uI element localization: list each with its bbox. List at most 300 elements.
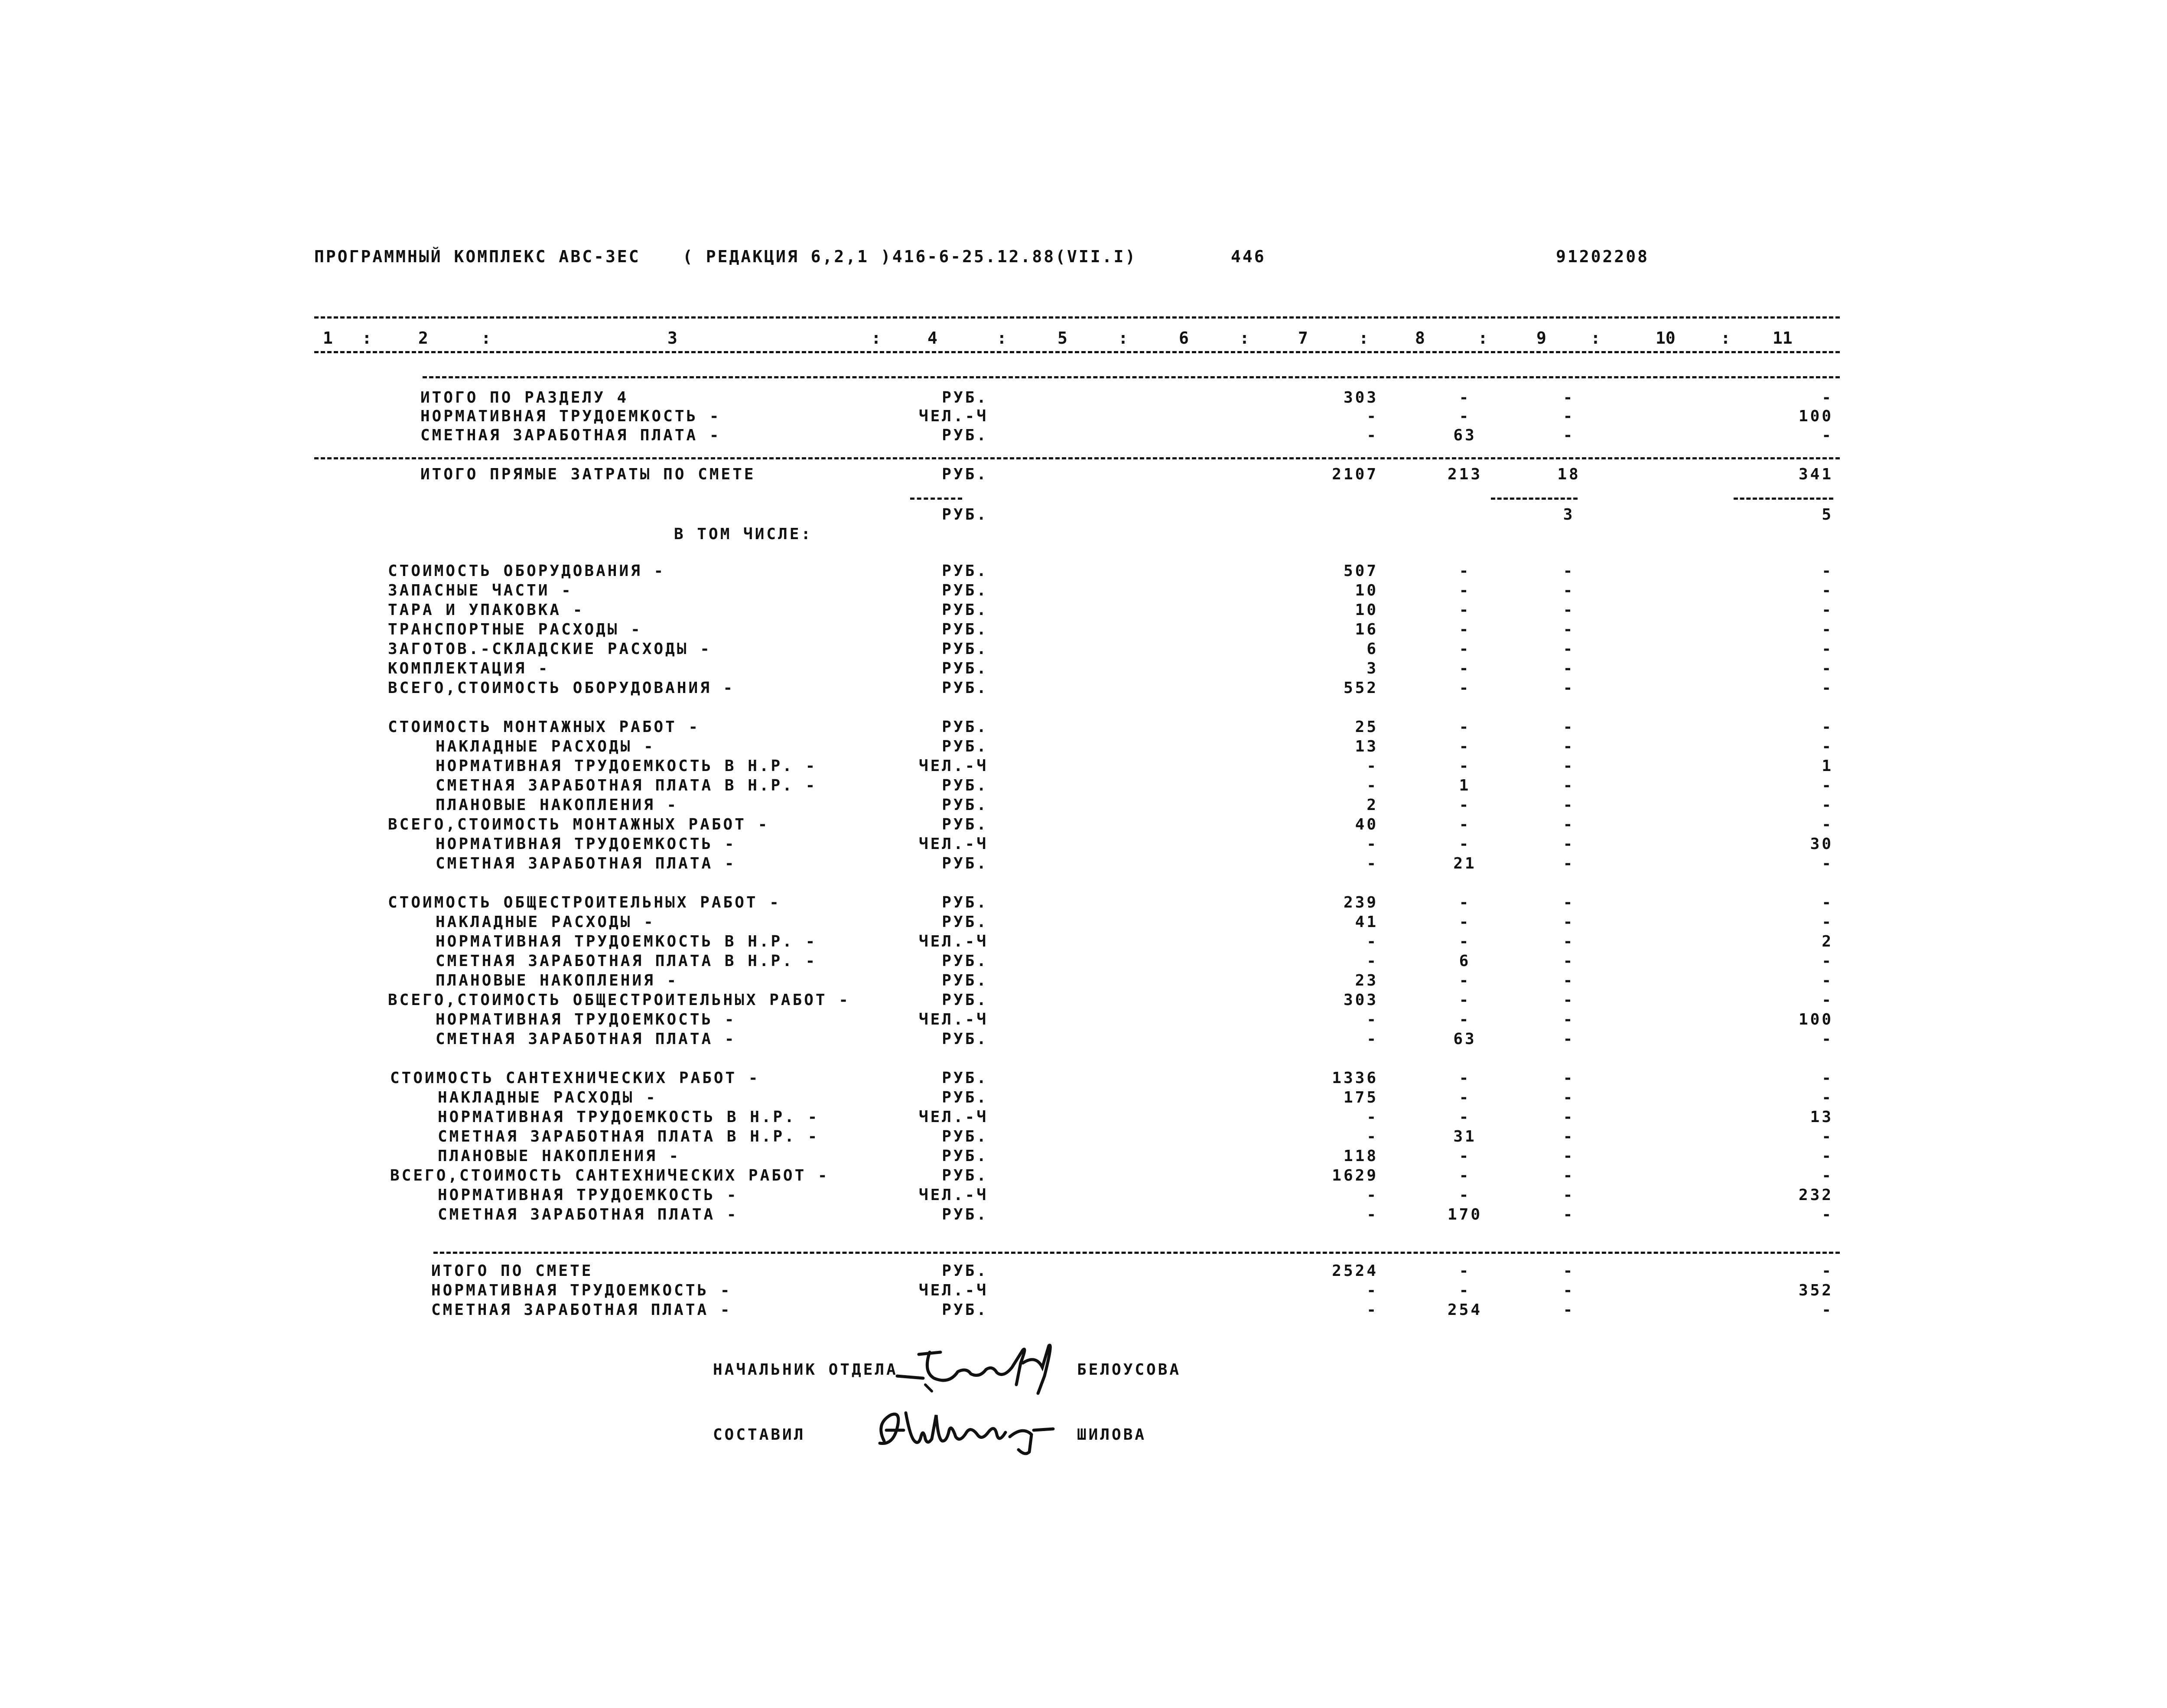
row-col7-value: 303 — [1343, 389, 1378, 407]
row-label: ЗАГОТОВ.-СКЛАДСКИЕ РАСХОДЫ - — [388, 640, 712, 658]
row-col7-value: - — [1367, 777, 1378, 794]
row-col8-value: - — [1459, 1147, 1471, 1165]
row-col9-value: - — [1563, 777, 1575, 794]
row-col8-value: - — [1459, 582, 1471, 599]
row-label: СТОИМОСТЬ ОБЩЕСТРОИТЕЛЬНЫХ РАБОТ - — [388, 894, 781, 911]
row-label: ЗАПАСНЫЕ ЧАСТИ - — [388, 582, 573, 599]
row-unit: РУБ. — [942, 855, 988, 872]
row-col9-value: - — [1563, 660, 1575, 677]
row-col7-value: - — [1367, 407, 1378, 425]
row-col11-value: 13 — [1810, 1108, 1833, 1126]
row-unit: РУБ. — [942, 796, 988, 814]
subtotal-rule-col11 — [1734, 498, 1833, 500]
row-col9-value: - — [1563, 679, 1575, 697]
row-col11-value: 30 — [1810, 835, 1833, 853]
row-label: СМЕТНАЯ ЗАРАБОТНАЯ ПЛАТА - — [420, 426, 721, 444]
row-label: ИТОГО ПО СМЕТЕ — [431, 1262, 593, 1280]
row-unit: РУБ. — [942, 1301, 988, 1319]
row-col11-value: - — [1822, 1262, 1833, 1280]
table-row — [0, 1261, 2167, 1281]
row-col8-value: - — [1459, 1011, 1471, 1028]
row-col7-value: 552 — [1343, 679, 1378, 697]
column-separator: : — [1118, 329, 1128, 348]
row-col11-value: - — [1822, 796, 1833, 814]
row-col11-value: - — [1822, 679, 1833, 697]
table-row — [0, 465, 2167, 485]
compiler-name: ШИЛОВА — [1077, 1426, 1147, 1444]
column-separator: : — [1721, 329, 1731, 348]
row-unit: РУБ. — [942, 1147, 988, 1165]
row-unit: РУБ. — [942, 777, 988, 794]
row-unit: РУБ. — [942, 426, 988, 444]
row-col9-value: - — [1563, 1147, 1575, 1165]
row-unit: РУБ. — [942, 816, 988, 833]
row-unit: РУБ. — [942, 389, 988, 407]
row-label: КОМПЛЕКТАЦИЯ - — [388, 660, 550, 677]
row-unit: РУБ. — [942, 640, 988, 658]
row-unit: РУБ. — [942, 679, 988, 697]
row-col7-value: - — [1367, 1206, 1378, 1223]
column-number: 3 — [667, 329, 677, 348]
row-col9-value: 3 — [1563, 506, 1575, 524]
row-col7-value: 303 — [1343, 991, 1378, 1009]
row-col9-value: - — [1563, 601, 1575, 619]
row-label: СМЕТНАЯ ЗАРАБОТНАЯ ПЛАТА В Н.Р. - — [438, 1128, 820, 1145]
row-col7-value: - — [1367, 1108, 1378, 1126]
row-label: ВСЕГО,СТОИМОСТЬ МОНТАЖНЫХ РАБОТ - — [388, 816, 770, 833]
row-col9-value: - — [1563, 389, 1575, 407]
table-row — [0, 678, 2167, 698]
row-col9-value: - — [1563, 426, 1575, 444]
row-col8-value: - — [1459, 660, 1471, 677]
row-col11-value: 100 — [1798, 1011, 1833, 1028]
row-label: НОРМАТИВНАЯ ТРУДОЕМКОСТЬ В Н.Р. - — [436, 757, 817, 775]
table-row — [0, 1127, 2167, 1147]
column-number: 4 — [927, 329, 937, 348]
row-unit: РУБ. — [942, 972, 988, 989]
row-col9-value: - — [1563, 894, 1575, 911]
section-rule-1 — [423, 376, 1840, 378]
row-col7-value: - — [1367, 1128, 1378, 1145]
row-col7-value: 2 — [1367, 796, 1378, 814]
row-label: НОРМАТИВНАЯ ТРУДОЕМКОСТЬ - — [431, 1282, 732, 1299]
row-label: СТОИМОСТЬ САНТЕХНИЧЕСКИХ РАБОТ - — [390, 1069, 760, 1087]
row-label: НОРМАТИВНАЯ ТРУДОЕМКОСТЬ - — [420, 407, 721, 425]
table-row — [0, 620, 2167, 640]
row-col7-value: 23 — [1355, 972, 1378, 989]
row-col11-value: - — [1822, 952, 1833, 970]
header-rule-bottom — [314, 351, 1840, 353]
row-col9-value: - — [1563, 621, 1575, 638]
table-row — [0, 1300, 2167, 1320]
row-unit: ЧЕЛ.-Ч — [918, 835, 988, 853]
row-col11-value: - — [1822, 1089, 1833, 1106]
row-col9-value: - — [1563, 738, 1575, 755]
row-col11-value: - — [1822, 1147, 1833, 1165]
table-row — [0, 581, 2167, 601]
row-col7-value: 1336 — [1332, 1069, 1378, 1087]
row-label: ИТОГО ПО РАЗДЕЛУ 4 — [420, 389, 629, 407]
row-label: В ТОМ ЧИСЛЕ: — [674, 525, 813, 543]
row-col7-value: 239 — [1343, 894, 1378, 911]
column-separator: : — [1591, 329, 1601, 348]
row-label: НАКЛАДНЫЕ РАСХОДЫ - — [436, 913, 655, 931]
row-label: НАКЛАДНЫЕ РАСХОДЫ - — [438, 1089, 657, 1106]
row-col9-value: - — [1563, 1206, 1575, 1223]
table-row — [0, 505, 2167, 525]
row-unit: РУБ. — [942, 1030, 988, 1048]
row-label: ПЛАНОВЫЕ НАКОПЛЕНИЯ - — [436, 972, 679, 989]
table-row — [0, 737, 2167, 757]
row-col11-value: 5 — [1822, 506, 1833, 524]
row-unit: РУБ. — [942, 1206, 988, 1223]
row-col8-value: - — [1459, 718, 1471, 736]
row-col11-value: - — [1822, 1128, 1833, 1145]
row-unit: РУБ. — [942, 562, 988, 580]
row-col9-value: - — [1563, 1262, 1575, 1280]
table-row — [0, 815, 2167, 835]
row-col7-value: 40 — [1355, 816, 1378, 833]
table-row — [0, 1107, 2167, 1127]
row-col9-value: - — [1563, 972, 1575, 989]
row-label: СМЕТНАЯ ЗАРАБОТНАЯ ПЛАТА В Н.Р. - — [436, 777, 817, 794]
row-unit: РУБ. — [942, 1069, 988, 1087]
table-row — [0, 893, 2167, 913]
column-number: 2 — [418, 329, 428, 348]
row-col9-value: - — [1563, 1011, 1575, 1028]
row-col11-value: - — [1822, 777, 1833, 794]
row-col11-value: 341 — [1798, 465, 1833, 483]
row-label: СТОИМОСТЬ ОБОРУДОВАНИЯ - — [388, 562, 666, 580]
row-label: ТАРА И УПАКОВКА - — [388, 601, 585, 619]
row-label: НОРМАТИВНАЯ ТРУДОЕМКОСТЬ В Н.Р. - — [438, 1108, 820, 1126]
row-label: ПЛАНОВЫЕ НАКОПЛЕНИЯ - — [438, 1147, 681, 1165]
row-col8-value: - — [1459, 1186, 1471, 1204]
column-separator: : — [1478, 329, 1488, 348]
document-code: 91202208 — [1556, 247, 1650, 266]
row-unit: РУБ. — [942, 1262, 988, 1280]
row-col8-value: - — [1459, 640, 1471, 658]
row-unit: ЧЕЛ.-Ч — [918, 757, 988, 775]
row-col8-value: - — [1459, 601, 1471, 619]
row-unit: ЧЕЛ.-Ч — [918, 1011, 988, 1028]
row-col7-value: 2524 — [1332, 1262, 1378, 1280]
row-col11-value: - — [1822, 718, 1833, 736]
column-separator: : — [1359, 329, 1369, 348]
row-label: ВСЕГО,СТОИМОСТЬ САНТЕХНИЧЕСКИХ РАБОТ - — [390, 1167, 830, 1184]
row-col9-value: - — [1563, 952, 1575, 970]
table-row — [0, 426, 2167, 446]
row-col7-value: - — [1367, 757, 1378, 775]
row-col8-value: 213 — [1447, 465, 1483, 483]
row-col11-value: - — [1822, 1301, 1833, 1319]
row-col8-value: - — [1459, 1262, 1471, 1280]
row-unit: РУБ. — [942, 582, 988, 599]
row-unit: РУБ. — [942, 913, 988, 931]
table-row — [0, 1185, 2167, 1205]
row-col9-value: - — [1563, 1167, 1575, 1184]
row-col7-value: - — [1367, 933, 1378, 950]
row-col11-value: - — [1822, 640, 1833, 658]
table-row — [0, 834, 2167, 854]
row-label: СМЕТНАЯ ЗАРАБОТНАЯ ПЛАТА В Н.Р. - — [436, 952, 817, 970]
row-col7-value: 13 — [1355, 738, 1378, 755]
row-col7-value: - — [1367, 426, 1378, 444]
table-row — [0, 659, 2167, 679]
row-col8-value: - — [1459, 894, 1471, 911]
row-col8-value: 63 — [1453, 426, 1477, 444]
row-col11-value: 100 — [1798, 407, 1833, 425]
row-col8-value: 170 — [1447, 1206, 1483, 1223]
row-col8-value: - — [1459, 913, 1471, 931]
row-col9-value: 18 — [1557, 465, 1581, 483]
row-unit: РУБ. — [942, 718, 988, 736]
table-row — [0, 756, 2167, 776]
table-row — [0, 600, 2167, 620]
row-col9-value: - — [1563, 407, 1575, 425]
row-col11-value: - — [1822, 389, 1833, 407]
row-col8-value: 1 — [1459, 777, 1471, 794]
column-number: 5 — [1057, 329, 1067, 348]
table-row — [0, 795, 2167, 815]
row-col8-value: - — [1459, 835, 1471, 853]
row-col9-value: - — [1563, 1089, 1575, 1106]
row-unit: РУБ. — [942, 621, 988, 638]
row-col9-value: - — [1563, 718, 1575, 736]
row-col11-value: - — [1822, 913, 1833, 931]
row-col11-value: 352 — [1798, 1282, 1833, 1299]
row-col7-value: - — [1367, 855, 1378, 872]
row-col8-value: - — [1459, 933, 1471, 950]
row-unit: РУБ. — [942, 952, 988, 970]
row-col8-value: 63 — [1453, 1030, 1477, 1048]
row-unit: РУБ. — [942, 738, 988, 755]
row-col9-value: - — [1563, 1128, 1575, 1145]
table-row — [0, 1146, 2167, 1166]
total-rule — [433, 1252, 1840, 1254]
page-number: 446 — [1231, 247, 1266, 266]
row-unit: РУБ. — [942, 1089, 988, 1106]
row-col7-value: 2107 — [1332, 465, 1378, 483]
row-col8-value: 254 — [1447, 1301, 1483, 1319]
row-col11-value: 232 — [1798, 1186, 1833, 1204]
column-number: 1 — [323, 329, 333, 348]
row-col9-value: - — [1563, 816, 1575, 833]
row-col9-value: - — [1563, 1282, 1575, 1299]
column-number: 11 — [1773, 329, 1793, 348]
row-col7-value: 16 — [1355, 621, 1378, 638]
row-col8-value: - — [1459, 816, 1471, 833]
row-col11-value: - — [1822, 582, 1833, 599]
row-col7-value: 175 — [1343, 1089, 1378, 1106]
table-row — [0, 561, 2167, 581]
row-col7-value: 1629 — [1332, 1167, 1378, 1184]
row-col8-value: - — [1459, 972, 1471, 989]
head-of-department-label: НАЧАЛЬНИК ОТДЕЛА — [713, 1361, 898, 1379]
column-number: 6 — [1179, 329, 1189, 348]
row-col9-value: - — [1563, 835, 1575, 853]
row-col9-value: - — [1563, 913, 1575, 931]
row-label: СМЕТНАЯ ЗАРАБОТНАЯ ПЛАТА - — [431, 1301, 732, 1319]
row-label: ИТОГО ПРЯМЫЕ ЗАТРАТЫ ПО СМЕТЕ — [420, 465, 756, 483]
row-col8-value: - — [1459, 1108, 1471, 1126]
column-number: 8 — [1415, 329, 1425, 348]
column-separator: : — [871, 329, 881, 348]
row-col9-value: - — [1563, 640, 1575, 658]
row-col11-value: - — [1822, 991, 1833, 1009]
row-col11-value: - — [1822, 660, 1833, 677]
column-number: 7 — [1298, 329, 1308, 348]
edition-info: ( РЕДАКЦИЯ 6,2,1 )416-6-25.12.88(VII.I) — [683, 247, 1137, 266]
table-row — [0, 854, 2167, 874]
row-col7-value: 507 — [1343, 562, 1378, 580]
row-col8-value: - — [1459, 1089, 1471, 1106]
subtotal-rule-col9 — [1491, 498, 1578, 500]
column-separator: : — [997, 329, 1007, 348]
row-col9-value: - — [1563, 562, 1575, 580]
row-label: СМЕТНАЯ ЗАРАБОТНАЯ ПЛАТА - — [436, 1030, 736, 1048]
row-label: СМЕТНАЯ ЗАРАБОТНАЯ ПЛАТА - — [438, 1206, 739, 1223]
row-col11-value: - — [1822, 621, 1833, 638]
row-unit: ЧЕЛ.-Ч — [918, 1186, 988, 1204]
head-of-department-name: БЕЛОУСОВА — [1077, 1361, 1181, 1379]
row-col8-value: - — [1459, 796, 1471, 814]
table-row — [0, 1088, 2167, 1108]
row-col7-value: 3 — [1367, 660, 1378, 677]
row-label: СТОИМОСТЬ МОНТАЖНЫХ РАБОТ - — [388, 718, 700, 736]
column-separator: : — [481, 329, 491, 348]
table-row — [0, 1010, 2167, 1030]
row-col11-value: - — [1822, 894, 1833, 911]
column-separator: : — [1240, 329, 1249, 348]
row-col8-value: 31 — [1453, 1128, 1477, 1145]
row-col8-value: - — [1459, 1069, 1471, 1087]
row-col11-value: - — [1822, 738, 1833, 755]
row-unit: РУБ. — [942, 894, 988, 911]
table-row — [0, 912, 2167, 932]
table-row — [0, 932, 2167, 952]
row-label: НАКЛАДНЫЕ РАСХОДЫ - — [436, 738, 655, 755]
row-label: НОРМАТИВНАЯ ТРУДОЕМКОСТЬ - — [438, 1186, 739, 1204]
row-col11-value: - — [1822, 1069, 1833, 1087]
row-unit: РУБ. — [942, 601, 988, 619]
row-unit: РУБ. — [942, 660, 988, 677]
row-col7-value: - — [1367, 1186, 1378, 1204]
row-col8-value: - — [1459, 1282, 1471, 1299]
table-row — [0, 407, 2167, 426]
row-unit: РУБ. — [942, 1128, 988, 1145]
row-unit: ЧЕЛ.-Ч — [918, 1108, 988, 1126]
column-separator: : — [362, 329, 372, 348]
table-row — [0, 1068, 2167, 1088]
row-label: ТРАНСПОРТНЫЕ РАСХОДЫ - — [388, 621, 642, 638]
row-label: НОРМАТИВНАЯ ТРУДОЕМКОСТЬ - — [436, 1011, 736, 1028]
row-col7-value: - — [1367, 952, 1378, 970]
row-unit: РУБ. — [942, 465, 988, 483]
row-col8-value: - — [1459, 389, 1471, 407]
row-unit: ЧЕЛ.-Ч — [918, 933, 988, 950]
row-label: СМЕТНАЯ ЗАРАБОТНАЯ ПЛАТА - — [436, 855, 736, 872]
header-rule-top — [314, 316, 1840, 319]
row-col9-value: - — [1563, 1069, 1575, 1087]
row-col9-value: - — [1563, 1301, 1575, 1319]
table-row — [0, 990, 2167, 1010]
row-col8-value: - — [1459, 621, 1471, 638]
row-col8-value: - — [1459, 679, 1471, 697]
row-col7-value: 10 — [1355, 582, 1378, 599]
row-label: НОРМАТИВНАЯ ТРУДОЕМКОСТЬ - — [436, 835, 736, 853]
subtotal-rule-unit — [910, 498, 962, 500]
table-row — [0, 1029, 2167, 1049]
row-col7-value: 25 — [1355, 718, 1378, 736]
row-col11-value: 1 — [1822, 757, 1833, 775]
row-col8-value: - — [1459, 407, 1471, 425]
row-label: ПЛАНОВЫЕ НАКОПЛЕНИЯ - — [436, 796, 679, 814]
compiler-signature — [867, 1398, 1057, 1458]
table-row — [0, 524, 2167, 544]
row-col9-value: - — [1563, 1030, 1575, 1048]
table-row — [0, 717, 2167, 737]
table-row — [0, 776, 2167, 796]
row-col11-value: - — [1822, 562, 1833, 580]
row-col8-value: - — [1459, 1167, 1471, 1184]
row-col7-value: - — [1367, 835, 1378, 853]
row-col9-value: - — [1563, 855, 1575, 872]
table-row — [0, 1281, 2167, 1301]
row-col11-value: - — [1822, 816, 1833, 833]
row-unit: ЧЕЛ.-Ч — [918, 407, 988, 425]
row-col7-value: - — [1367, 1301, 1378, 1319]
row-label: ВСЕГО,СТОИМОСТЬ ОБОРУДОВАНИЯ - — [388, 679, 735, 697]
table-row — [0, 971, 2167, 991]
row-col9-value: - — [1563, 933, 1575, 950]
table-row — [0, 1166, 2167, 1186]
row-col8-value: 6 — [1459, 952, 1471, 970]
program-title: ПРОГРАММНЫЙ КОМПЛЕКС АВС-ЗЕС — [314, 247, 641, 266]
row-col11-value: - — [1822, 1206, 1833, 1223]
row-col7-value: - — [1367, 1030, 1378, 1048]
row-col7-value: 10 — [1355, 601, 1378, 619]
row-col7-value: 41 — [1355, 913, 1378, 931]
row-unit: РУБ. — [942, 506, 988, 524]
row-unit: РУБ. — [942, 1167, 988, 1184]
row-col7-value: - — [1367, 1282, 1378, 1299]
row-col11-value: - — [1822, 426, 1833, 444]
row-col11-value: 2 — [1822, 933, 1833, 950]
row-col7-value: - — [1367, 1011, 1378, 1028]
row-col7-value: 118 — [1343, 1147, 1378, 1165]
row-label: НОРМАТИВНАЯ ТРУДОЕМКОСТЬ В Н.Р. - — [436, 933, 817, 950]
row-label: ВСЕГО,СТОИМОСТЬ ОБЩЕСТРОИТЕЛЬНЫХ РАБОТ - — [388, 991, 850, 1009]
head-of-department-signature — [893, 1337, 1084, 1398]
row-col8-value: - — [1459, 991, 1471, 1009]
row-col9-value: - — [1563, 991, 1575, 1009]
row-col9-value: - — [1563, 1108, 1575, 1126]
row-col11-value: - — [1822, 855, 1833, 872]
row-col11-value: - — [1822, 1030, 1833, 1048]
compiler-label: СОСТАВИЛ — [713, 1426, 806, 1444]
row-col11-value: - — [1822, 972, 1833, 989]
row-unit: ЧЕЛ.-Ч — [918, 1282, 988, 1299]
table-row — [0, 639, 2167, 659]
row-col8-value: - — [1459, 562, 1471, 580]
table-row — [0, 388, 2167, 408]
row-col8-value: - — [1459, 738, 1471, 755]
table-row — [0, 951, 2167, 971]
row-col9-value: - — [1563, 757, 1575, 775]
row-unit: РУБ. — [942, 991, 988, 1009]
row-col7-value: 6 — [1367, 640, 1378, 658]
